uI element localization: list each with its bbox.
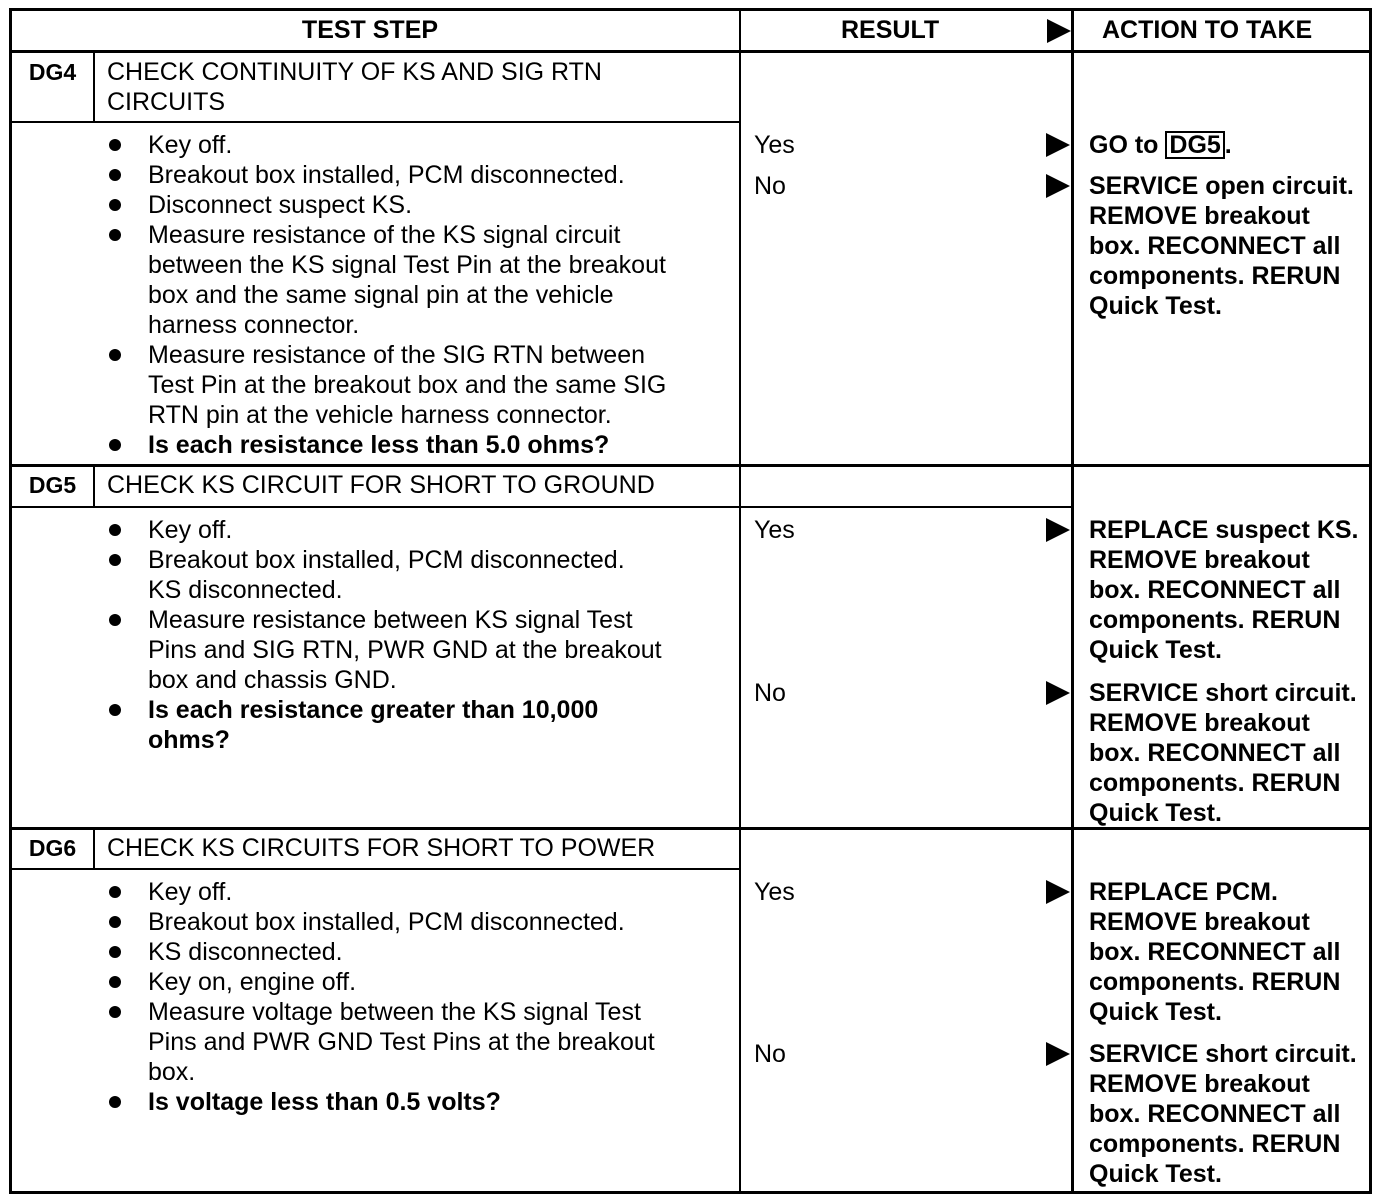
- action-goto-text: GO to: [1089, 131, 1166, 159]
- bullet-icon: [109, 439, 121, 451]
- instruction-line: KS disconnected.: [148, 938, 343, 966]
- action-line: REMOVE breakout: [1089, 202, 1310, 230]
- column-divider-result: [739, 8, 741, 1194]
- bullet-icon: [109, 229, 121, 241]
- action-line: box. RECONNECT all: [1089, 739, 1341, 767]
- instruction-line: Is each resistance greater than 10,000: [148, 696, 599, 724]
- result-label: No: [754, 1040, 786, 1068]
- header-arrow-icon: [1047, 19, 1071, 43]
- result-label: Yes: [754, 131, 795, 159]
- action-line: REMOVE breakout: [1089, 709, 1310, 737]
- header-test-step: TEST STEP: [301, 16, 439, 44]
- action-line: Quick Test.: [1089, 636, 1222, 664]
- table-bottom-border: [9, 1191, 1372, 1194]
- action-line: REMOVE breakout: [1089, 1070, 1310, 1098]
- bullet-icon: [109, 524, 121, 536]
- action-line: box. RECONNECT all: [1089, 232, 1341, 260]
- bullet-icon: [109, 946, 121, 958]
- step-title-line: CHECK KS CIRCUITS FOR SHORT TO POWER: [107, 834, 656, 862]
- instruction-line: Disconnect suspect KS.: [148, 191, 413, 219]
- instruction-line: Pins and PWR GND Test Pins at the breakout: [148, 1028, 655, 1056]
- result-arrow-icon: [1046, 1042, 1070, 1066]
- result-label: Yes: [754, 878, 795, 906]
- action-line: box. RECONNECT all: [1089, 576, 1341, 604]
- instruction-line: Breakout box installed, PCM disconnected.: [148, 908, 625, 936]
- step-id-divider: [93, 466, 95, 506]
- result-label: No: [754, 172, 786, 200]
- action-line: Quick Test.: [1089, 292, 1222, 320]
- action-line: box. RECONNECT all: [1089, 938, 1341, 966]
- action-line: SERVICE short circuit.: [1089, 679, 1357, 707]
- action-line: Quick Test.: [1089, 1160, 1222, 1188]
- step-id-divider: [93, 53, 95, 121]
- action-goto-suffix: .: [1224, 131, 1232, 159]
- result-arrow-icon: [1046, 133, 1070, 157]
- instruction-line: Is each resistance less than 5.0 ohms?: [148, 431, 610, 459]
- result-label: No: [754, 679, 786, 707]
- bullet-icon: [109, 704, 121, 716]
- instruction-line: ohms?: [148, 726, 230, 754]
- instruction-line: Measure resistance of the KS signal circuit: [148, 221, 621, 249]
- bullet-icon: [109, 349, 121, 361]
- step-title-line: CIRCUITS: [107, 88, 226, 116]
- result-label: Yes: [754, 516, 795, 544]
- section-separator: [9, 827, 1372, 830]
- action-line: REPLACE PCM.: [1089, 878, 1278, 906]
- action-goto-line: [1089, 130, 1232, 160]
- action-line: REMOVE breakout: [1089, 546, 1310, 574]
- action-line: SERVICE short circuit.: [1089, 1040, 1357, 1068]
- action-line: components. RERUN: [1089, 968, 1341, 996]
- instruction-line: harness connector.: [148, 311, 360, 339]
- step-id: DG5: [28, 472, 77, 498]
- instruction-line: Key off.: [148, 516, 233, 544]
- instruction-line: Pins and SIG RTN, PWR GND at the breakout: [148, 636, 662, 664]
- instruction-line: between the KS signal Test Pin at the breakout: [148, 251, 666, 279]
- header-action: ACTION TO TAKE: [1102, 16, 1313, 44]
- bullet-icon: [109, 976, 121, 988]
- instruction-line: Key on, engine off.: [148, 968, 357, 996]
- bullet-icon: [109, 169, 121, 181]
- action-line: Quick Test.: [1089, 998, 1222, 1026]
- instruction-line: box and the same signal pin at the vehicle: [148, 281, 614, 309]
- instruction-line: box and chassis GND.: [148, 666, 397, 694]
- bullet-icon: [109, 916, 121, 928]
- step-title-rule: [9, 506, 1071, 508]
- result-arrow-icon: [1046, 880, 1070, 904]
- bullet-icon: [109, 199, 121, 211]
- bullet-icon: [109, 614, 121, 626]
- action-line: REMOVE breakout: [1089, 908, 1310, 936]
- instruction-line: Measure resistance between KS signal Test: [148, 606, 633, 634]
- header-result: RESULT: [841, 16, 940, 44]
- action-line: Quick Test.: [1089, 799, 1222, 827]
- instruction-line: Key off.: [148, 131, 233, 159]
- instruction-line: Measure voltage between the KS signal Test: [148, 998, 641, 1026]
- column-divider-action: [1071, 8, 1074, 1194]
- instruction-line: box.: [148, 1058, 196, 1086]
- section-separator: [9, 464, 1372, 467]
- header-bottom-rule: [9, 50, 1372, 53]
- instruction-line: Measure resistance of the SIG RTN between: [148, 341, 645, 369]
- step-title-line: CHECK KS CIRCUIT FOR SHORT TO GROUND: [107, 471, 655, 499]
- action-line: components. RERUN: [1089, 606, 1341, 634]
- step-title-rule: [9, 868, 740, 870]
- bullet-icon: [109, 1006, 121, 1018]
- bullet-icon: [109, 554, 121, 566]
- instruction-line: Test Pin at the breakout box and the same SIG: [148, 371, 667, 399]
- instruction-line: RTN pin at the vehicle harness connector.: [148, 401, 612, 429]
- action-line: SERVICE open circuit.: [1089, 172, 1354, 200]
- table-right-border: [1369, 8, 1372, 1194]
- action-line: REPLACE suspect KS.: [1089, 516, 1359, 544]
- result-arrow-icon: [1046, 681, 1070, 705]
- action-line: components. RERUN: [1089, 262, 1341, 290]
- instruction-line: Is voltage less than 0.5 volts?: [148, 1088, 501, 1116]
- bullet-icon: [109, 1096, 121, 1108]
- step-id-divider: [93, 829, 95, 868]
- instruction-line: Breakout box installed, PCM disconnected.: [148, 161, 625, 189]
- step-reference-link[interactable]: DG5: [1165, 131, 1224, 159]
- action-line: components. RERUN: [1089, 1130, 1341, 1158]
- bullet-icon: [109, 139, 121, 151]
- table-top-border: [9, 8, 1372, 11]
- result-arrow-icon: [1046, 174, 1070, 198]
- step-title-line: CHECK CONTINUITY OF KS AND SIG RTN: [107, 58, 602, 86]
- instruction-line: Breakout box installed, PCM disconnected.: [148, 546, 625, 574]
- step-title-rule: [9, 121, 740, 123]
- instruction-line: Key off.: [148, 878, 233, 906]
- step-id: DG6: [28, 835, 77, 861]
- action-line: components. RERUN: [1089, 769, 1341, 797]
- result-arrow-icon: [1046, 518, 1070, 542]
- bullet-icon: [109, 886, 121, 898]
- step-id: DG4: [28, 59, 77, 85]
- table-left-border: [9, 8, 12, 1194]
- action-line: box. RECONNECT all: [1089, 1100, 1341, 1128]
- instruction-line: KS disconnected.: [148, 576, 343, 604]
